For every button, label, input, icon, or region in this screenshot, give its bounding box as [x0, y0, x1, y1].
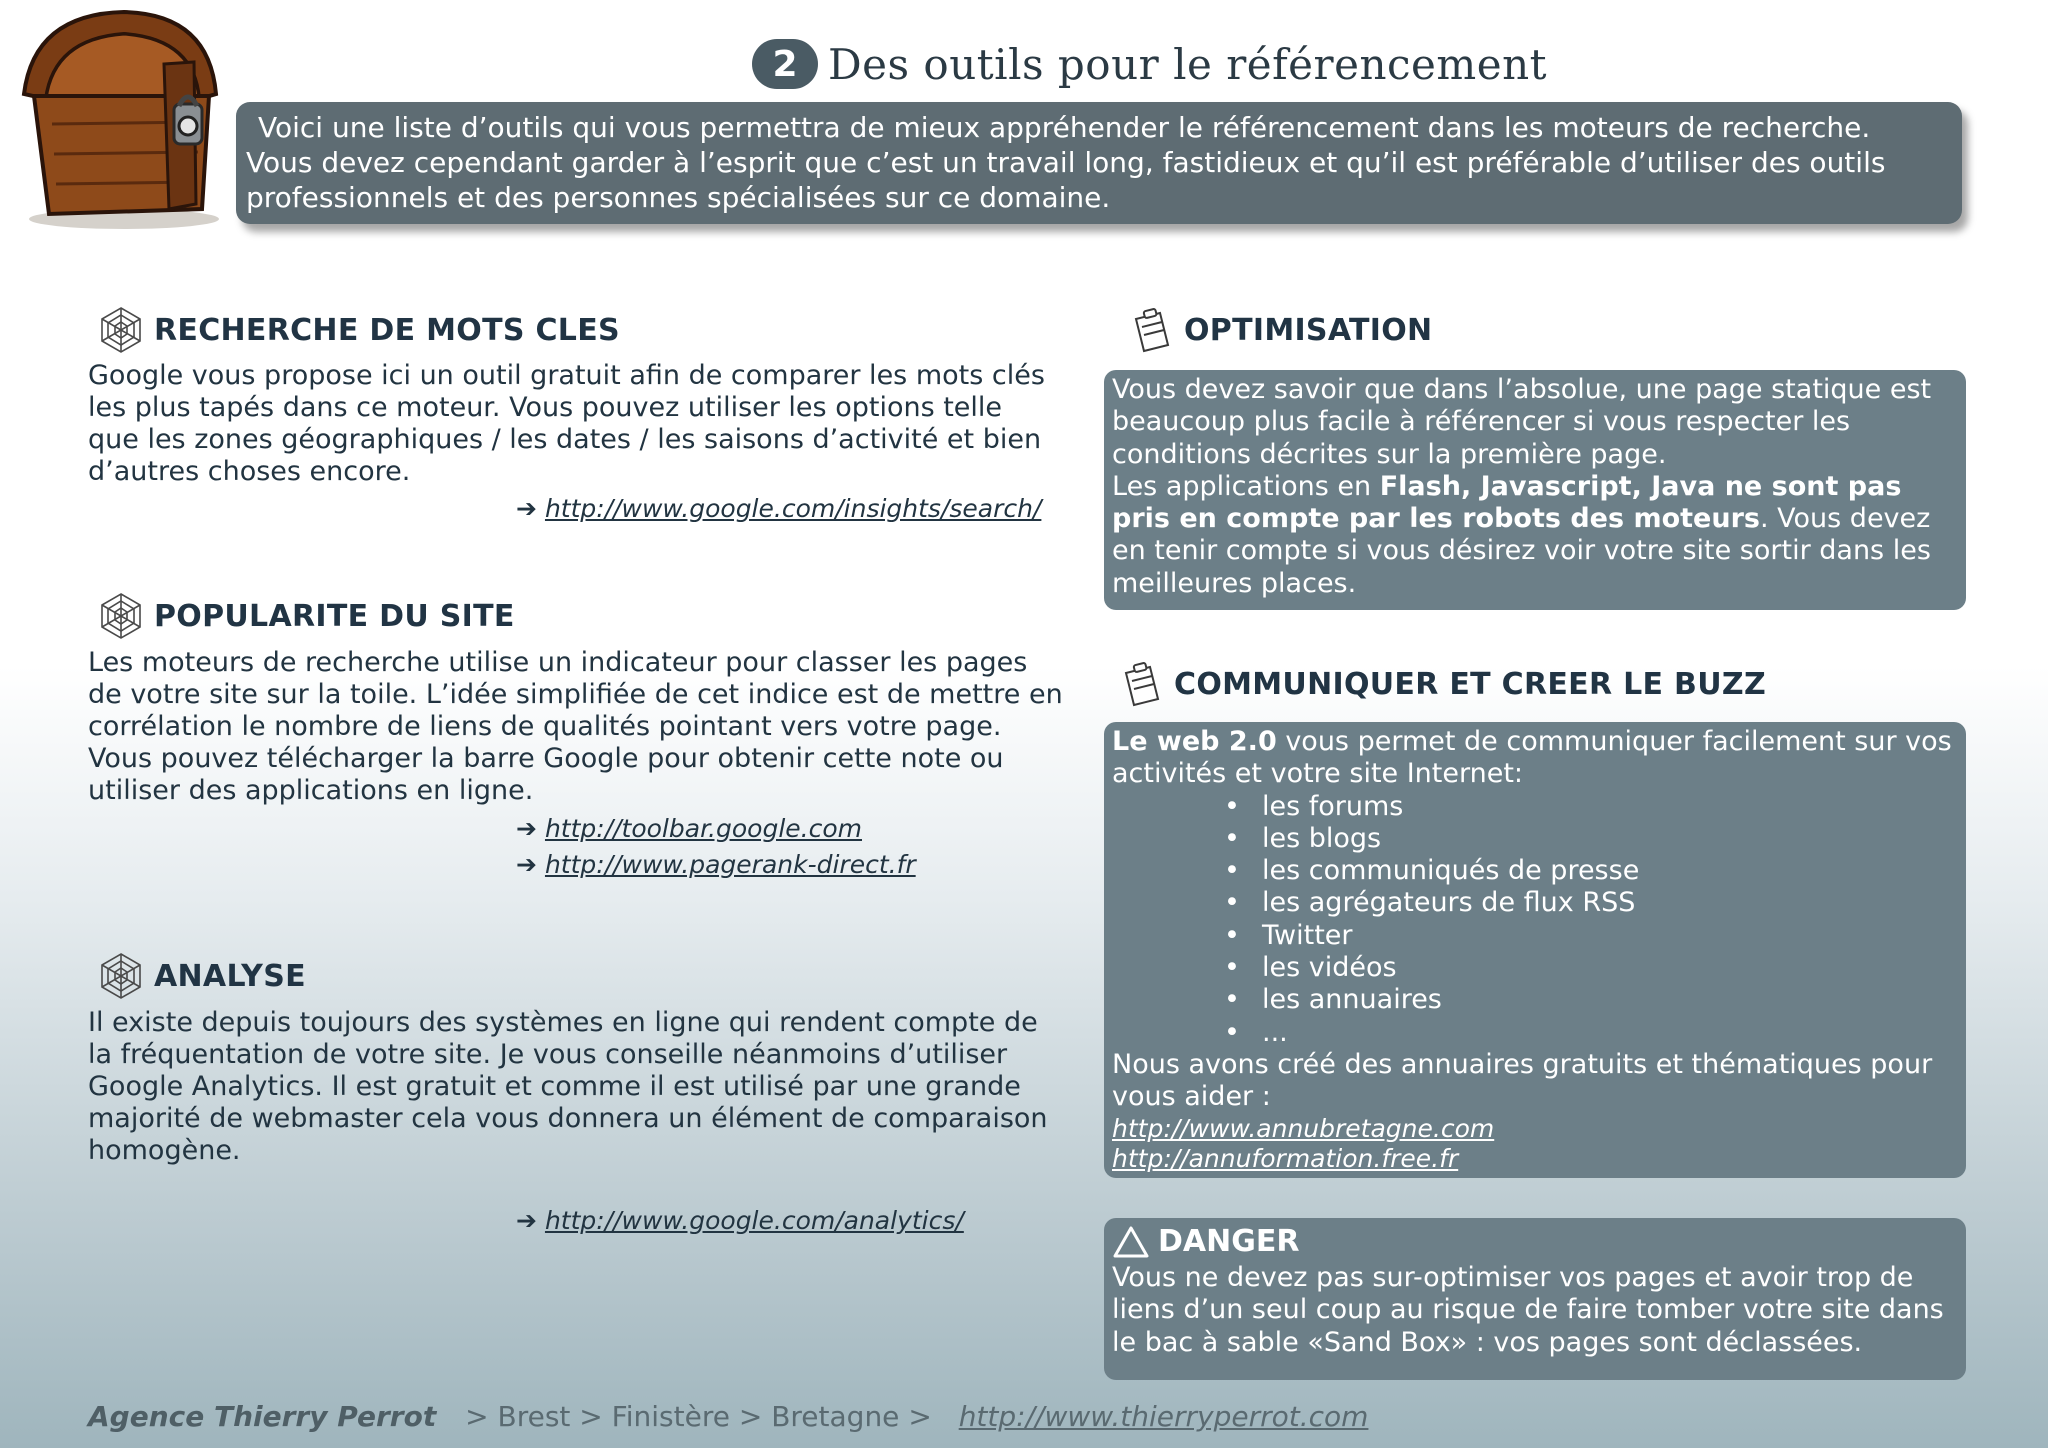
- section-title: POPULARITE DU SITE: [154, 598, 515, 634]
- agency-website-link[interactable]: http://www.thierryperrot.com: [958, 1400, 1369, 1433]
- footer: [88, 1400, 1368, 1433]
- clipboard-icon: [1116, 659, 1166, 709]
- footer-breadcrumb: > Brest > Finistère > Bretagne >: [465, 1400, 932, 1433]
- optimisation-bold-text: Flash, Javascript, Java ne sont pas pris en compte par les robots des moteurs: [1112, 470, 1902, 535]
- section-title: OPTIMISATION: [1184, 312, 1433, 348]
- list-item: • les agrégateurs de flux RSS: [1112, 887, 1958, 919]
- buzz-after-text: Nous avons créé des annuaires gratuits et thématiques pour vous aider :: [1112, 1048, 1933, 1113]
- buzz-lead-bold: Le web 2.0: [1112, 726, 1277, 757]
- buzz-box: [1104, 722, 1966, 1178]
- list-item: • les annuaires: [1112, 984, 1958, 1016]
- section-analyse: [96, 950, 1056, 1002]
- warning-triangle-icon: [1112, 1225, 1150, 1259]
- toolbar-link[interactable]: http://toolbar.google.com: [544, 814, 862, 843]
- agency-name: Agence Thierry Perrot: [88, 1400, 437, 1433]
- mots-cles-link-row: [516, 494, 1041, 523]
- analytics-link[interactable]: http://www.google.com/analytics/: [544, 1206, 964, 1235]
- annubretagne-link[interactable]: http://www.annubretagne.com: [1112, 1113, 1495, 1143]
- annuformation-link[interactable]: http://annuformation.free.fr: [1112, 1143, 1459, 1173]
- section-optimisation: [1126, 304, 1926, 356]
- optimisation-box: [1104, 370, 1966, 610]
- arrow-right-icon: ➔: [516, 850, 537, 879]
- spiderweb-icon: [96, 591, 146, 641]
- insights-link[interactable]: http://www.google.com/insights/search/: [544, 494, 1042, 523]
- clipboard-icon: [1126, 305, 1176, 355]
- intro-line-3: professionnels et des personnes spécialisées sur ce domaine.: [246, 181, 1111, 214]
- spiderweb-icon: [96, 951, 146, 1001]
- list-item: • les communiqués de presse: [1112, 855, 1958, 887]
- optimisation-text: Les applications en: [1112, 470, 1380, 502]
- optimisation-text: . Vous devez en tenir compte si vous désirez voir votre site sortir dans les meilleures places.: [1112, 503, 1931, 599]
- danger-box: [1104, 1218, 1966, 1380]
- optimisation-paragraph-1: Vous devez savoir que dans l’absolue, une page statique est beaucoup plus facile à référencer si vous respecter les conditions décrites sur la première page.: [1112, 374, 1932, 470]
- spiderweb-icon: [96, 305, 146, 355]
- list-item: • les vidéos: [1112, 952, 1958, 984]
- intro-line-2: Vous devez cependant garder à l’esprit que c’est un travail long, fastidieux et qu’il est préférable d’utiliser des outils: [246, 146, 1886, 179]
- section-mots-cles: [96, 304, 1056, 356]
- treasure-chest-icon: [4, 4, 236, 236]
- list-item: • les blogs: [1112, 823, 1958, 855]
- danger-text: Vous ne devez pas sur-optimiser vos pages et avoir trop de liens d’un seul coup au risque de faire tomber votre site dans le bac à sable «Sand Box» : vos pages sont déclassées.: [1112, 1262, 1944, 1358]
- section-number-badge: 2: [752, 39, 818, 89]
- arrow-right-icon: ➔: [516, 814, 537, 843]
- buzz-list: [1112, 791, 1958, 1049]
- section-title: COMMUNIQUER ET CREER LE BUZZ: [1174, 666, 1766, 702]
- intro-box: [236, 102, 1962, 224]
- list-item: • ...: [1112, 1017, 1958, 1049]
- page-header: [752, 32, 1547, 96]
- optimisation-paragraph-2: [1112, 471, 1958, 600]
- section-title: ANALYSE: [154, 958, 306, 994]
- danger-title: DANGER: [1158, 1223, 1300, 1259]
- intro-line-1: Voici une liste d’outils qui vous permettra de mieux appréhender le référencement dans les moteurs de recherche.: [258, 111, 1871, 144]
- section-title: RECHERCHE DE MOTS CLES: [154, 312, 620, 348]
- popularite-text: Les moteurs de recherche utilise un indicateur pour classer les pages de votre site sur la toile. L’idée simplifiée de cet indice est de mettre en corrélation le nombre de liens de qualités pointant vers votre page. Vous pouvez télécharger la barre Google pour obtenir cette note ou utiliser des applications en ligne.: [88, 647, 1063, 806]
- pagerank-link-row: [516, 850, 916, 879]
- toolbar-link-row: [516, 814, 862, 843]
- analytics-link-row: [516, 1206, 964, 1235]
- mots-cles-text: Google vous propose ici un outil gratuit afin de comparer les mots clés les plus tapés dans ce moteur. Vous pouvez utiliser les options telle que les zones géographiques / les dates / les saisons d’activité et bien d’autres choses encore.: [88, 360, 1045, 487]
- pagerank-link[interactable]: http://www.pagerank-direct.fr: [544, 850, 916, 879]
- arrow-right-icon: ➔: [516, 1206, 537, 1235]
- list-item: • les forums: [1112, 791, 1958, 823]
- page-title: Des outils pour le référencement: [828, 39, 1548, 89]
- buzz-lead: [1112, 726, 1958, 791]
- analyse-text: Il existe depuis toujours des systèmes en ligne qui rendent compte de la fréquentation de votre site. Je vous conseille néanmoins d’utiliser Google Analytics. Il est gratuit et comme il est utilisé par une grande majorité de webmaster cela vous donnera un élément de comparaison homogène.: [88, 1007, 1048, 1166]
- section-popularite: [96, 590, 1056, 642]
- list-item: • Twitter: [1112, 920, 1958, 952]
- buzz-lead-text: vous permet de communiquer facilement sur vos activités et votre site Internet:: [1112, 726, 1952, 790]
- section-buzz: [1116, 658, 1956, 710]
- arrow-right-icon: ➔: [516, 494, 537, 523]
